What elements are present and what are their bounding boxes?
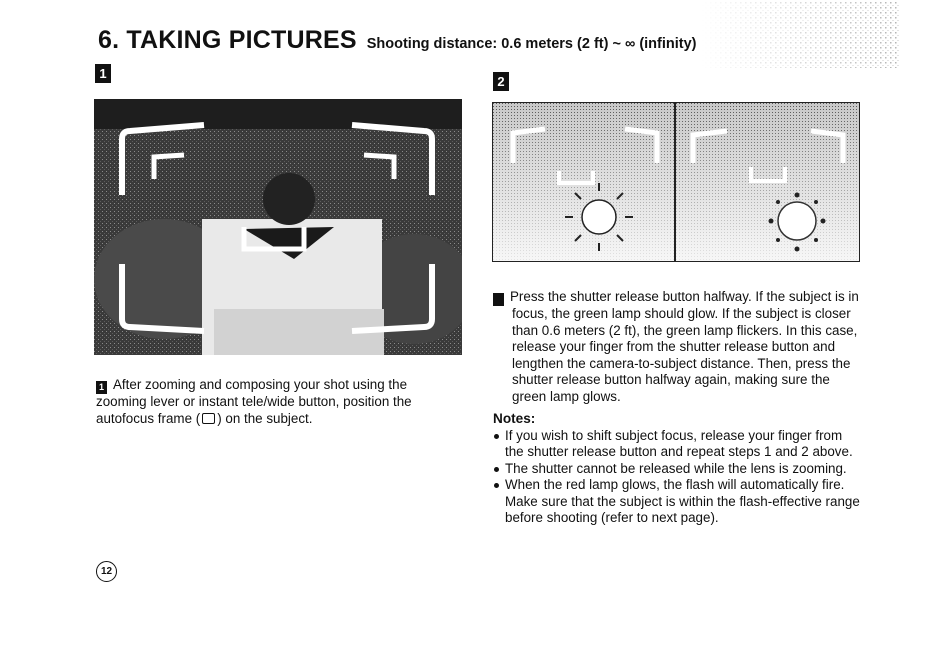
page-title: 6. TAKING PICTURES — [98, 26, 357, 54]
step-2-paragraph-text: Press the shutter release button halfway. If the subject is in focus, the green lamp should glow. If the subject is closer than 0.6 meters (2 ft), the green lamp flickers. In this case, release your finger from the shutter release button and lengthen the camera-to-subject distance. Then, press the shutter release button halfway again, making sure the green lamp glows. — [510, 289, 859, 404]
step-2-lamp-illustration — [493, 103, 859, 261]
step-2-photo — [492, 102, 860, 262]
notes-heading: Notes: — [493, 411, 536, 426]
note-item: The shutter cannot be released while the lens is zooming. — [493, 461, 861, 478]
step-2-caption — [486, 289, 861, 527]
notes-list — [493, 428, 861, 527]
page-subtitle: Shooting distance: 0.6 meters (2 ft) ~ ∞ (infinity) — [366, 36, 697, 52]
step-1-viewfinder-illustration — [94, 99, 462, 355]
autofocus-frame-icon — [202, 413, 215, 424]
step-1-caption-badge: 1 — [96, 381, 107, 394]
step-2-paragraph — [486, 289, 861, 405]
step-2-caption-badge: 2 — [493, 293, 504, 306]
step-2-badge: 2 — [493, 72, 509, 91]
note-item: When the red lamp glows, the flash will automatically fire. Make sure that the subject is within the flash-effective range before shooting (refer to next page). — [493, 477, 861, 527]
step-1-photo — [94, 99, 462, 355]
step-1-caption-text-end: ) on the subject. — [217, 410, 313, 426]
step-1-caption-text: After zooming and composing your shot using the zooming lever or instant tele/wide button, position the autofocus frame ( — [96, 377, 412, 426]
step-1-caption — [96, 377, 456, 427]
step-1-badge: 1 — [95, 64, 111, 83]
page-number: 12 — [96, 561, 117, 582]
scan-noise-decoration — [700, 2, 900, 68]
note-item: If you wish to shift subject focus, release your finger from the shutter release button and repeat steps 1 and 2 above. — [493, 428, 861, 461]
page-header — [98, 26, 697, 55]
